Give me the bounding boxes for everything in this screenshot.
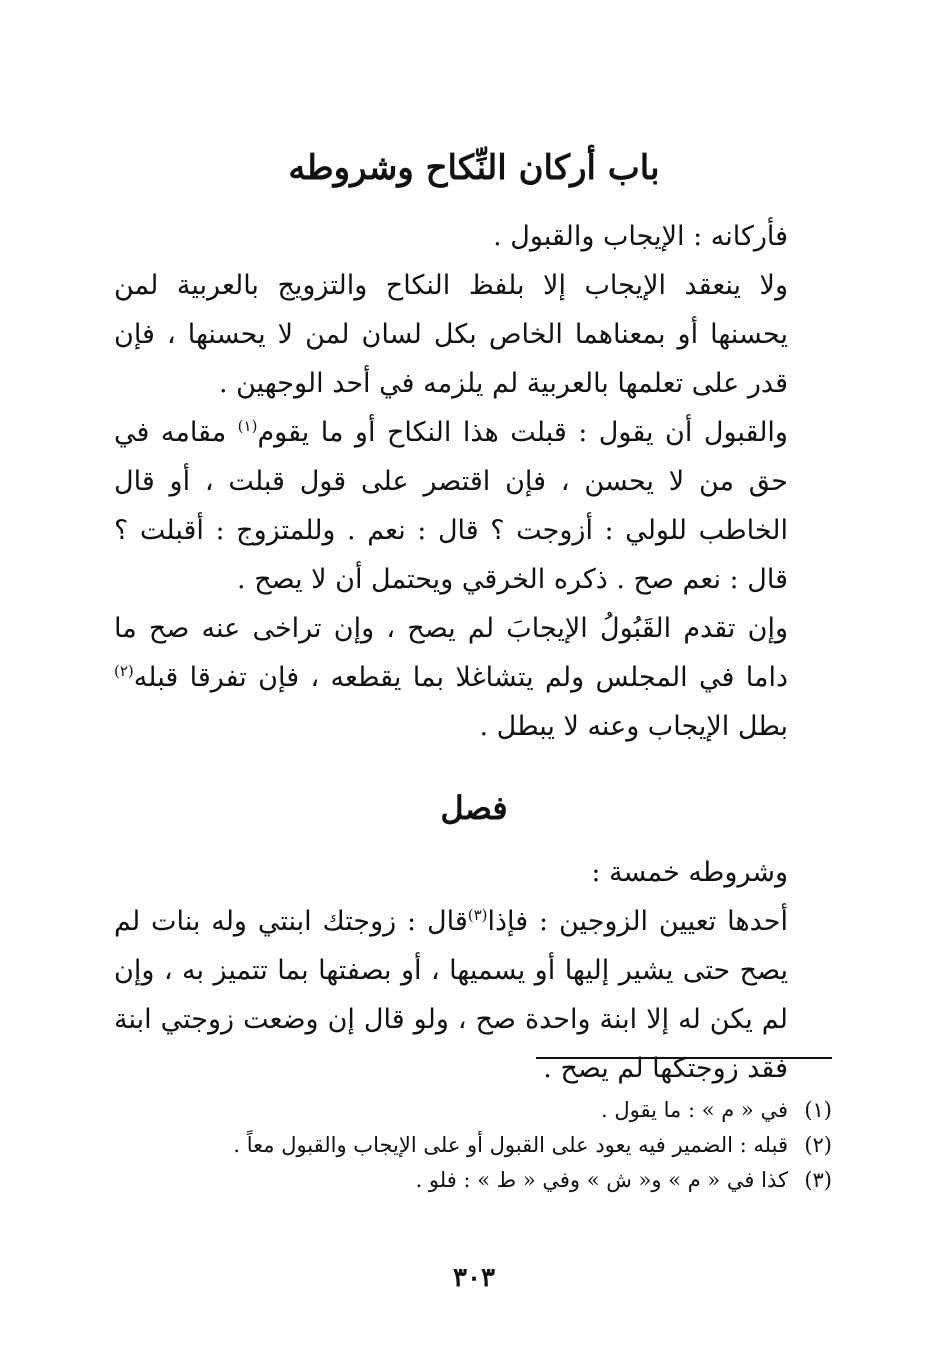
- footnote-divider: [536, 1057, 832, 1059]
- chapter-title: باب أركان النِّكاح وشروطه: [288, 148, 660, 188]
- footnotes-list: [114, 1093, 832, 1198]
- paragraph-acceptance: [114, 408, 832, 604]
- paragraph-order-part1: وإن تقدم القَبُولُ الإيجابَ لم يصح ، وإن تراخى عنه صح ما داما في المجلس ولم يتشاغلا بما يقطعه ، فإن تفرقا قبله: [114, 613, 788, 693]
- section-title: فصل: [440, 789, 508, 827]
- footnote-item: [114, 1093, 832, 1128]
- page-number: ٣٠٣: [453, 1263, 495, 1293]
- body-text-top: [114, 212, 832, 751]
- paragraph-pillars: فأركانه : الإيجاب والقبول .: [493, 221, 788, 252]
- paragraph-conditions-intro: وشروطه خمسة :: [591, 857, 788, 888]
- footnote-item: [114, 1163, 832, 1198]
- footnote-item: [114, 1128, 832, 1163]
- footnote-text: كذا في « م » و« ش » وفي « ط » : فلو .: [415, 1168, 788, 1192]
- paragraph-first-condition-part1: أحدها تعيين الزوجين : فإذا: [487, 906, 789, 937]
- footnote-number: (٢): [804, 1133, 832, 1157]
- footnote-ref-1: (١): [237, 417, 258, 435]
- footnote-text: في « م » : ما يقول .: [601, 1098, 788, 1122]
- paragraph-first-condition: [114, 897, 832, 1093]
- footnote-ref-2: (٢): [114, 662, 134, 680]
- paragraph-offer-wording: ولا ينعقد الإيجاب إلا بلفظ النكاح والتزويج بالعربية لمن يحسنها أو بمعناهما الخاص بكل لسان لمن لا يحسنها ، فإن قدر على تعلمها بالعربية لم يلزمه في أحد الوجهين .: [114, 270, 788, 399]
- paragraph-acceptance-part1: والقبول أن يقول : قبلت هذا النكاح أو ما يقوم: [257, 417, 788, 448]
- paragraph-order: [114, 604, 832, 751]
- footnote-text: قبله : الضمير فيه يعود على القبول أو على الإيجاب والقبول معاً .: [233, 1133, 788, 1157]
- paragraph-order-part2: بطل الإيجاب وعنه لا يبطل .: [479, 711, 788, 742]
- paragraph-acceptance-part2: مقامه في حق من لا يحسن ، فإن اقتصر على قول قبلت ، أو قال الخاطب للولي : أزوجت ؟ قال : نعم . وللمتزوج : أقبلت ؟ قال : نعم صح . ذكره الخرقي ويحتمل أن لا يصح .: [114, 417, 788, 595]
- paragraph-first-condition-part2: قال : زوجتك ابنتي وله بنات لم يصح حتى يشير إليها أو يسميها ، أو بصفتها بما تتميز به ، وإن لم يكن له إلا ابنة واحدة صح ، ولو قال إن وضعت زوجتي ابنة فقد زوجتكها لم يصح .: [114, 906, 788, 1084]
- footnote-ref-3: (٣): [467, 906, 488, 924]
- footnote-number: (١): [804, 1098, 832, 1122]
- footnote-number: (٣): [804, 1168, 832, 1192]
